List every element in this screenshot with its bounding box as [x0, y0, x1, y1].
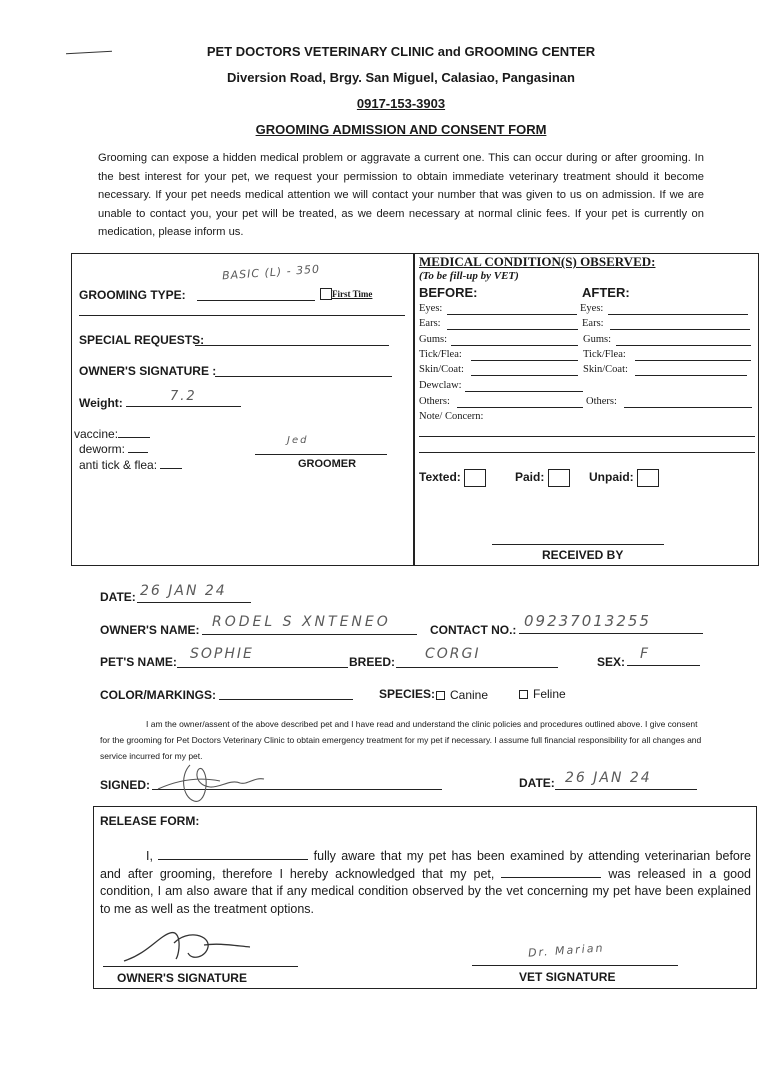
before-dewclaw-label: Dewclaw: [419, 380, 462, 391]
note-concern-label: Note/ Concern: [419, 411, 484, 422]
release-paragraph-text [100, 849, 751, 916]
grooming-type-label: GROOMING TYPE: [79, 288, 186, 302]
release-part2: fully aware that my pet has been examined by attending veterinarian before and after grooming, therefore I hereby acknowledged that my pet, [100, 849, 751, 881]
texted-field [419, 469, 486, 487]
after-eyes-line[interactable] [608, 314, 748, 315]
owner-signature-scribble [150, 757, 270, 807]
weight-line[interactable] [126, 406, 241, 407]
before-eyes-line[interactable] [447, 314, 577, 315]
after-others-label: Others: [586, 396, 617, 407]
before-gums-line[interactable] [451, 345, 578, 346]
contact-label: CONTACT NO.: [430, 623, 517, 637]
date-value: 26 JAN 24 [140, 583, 227, 599]
owner-name-line[interactable] [202, 634, 417, 635]
deworm-label [79, 442, 148, 456]
after-skincoat-line[interactable] [635, 375, 747, 376]
after-others-line[interactable] [624, 407, 752, 408]
weight-label: Weight: [79, 396, 123, 410]
date-label: DATE: [100, 590, 136, 604]
sex-label: SEX: [597, 655, 626, 669]
form-title: GROOMING ADMISSION AND CONSENT FORM [255, 122, 547, 137]
signed-label: SIGNED: [100, 778, 151, 792]
vaccine-label [74, 427, 150, 441]
release-part3: was released in a good condition, I am also aware that if any medical condition observed by the vet concerning my pet have been explained to me as well as the treatment options. [100, 866, 752, 916]
before-others-line[interactable] [457, 407, 583, 408]
before-dewclaw-line[interactable] [465, 391, 583, 392]
after-ears [582, 318, 604, 329]
paid-checkbox[interactable] [548, 469, 570, 487]
release-pet-blank[interactable] [501, 877, 601, 878]
before-tickflea [419, 349, 462, 360]
before-ears [419, 318, 441, 329]
after-gums [583, 334, 611, 345]
breed-value: CORGI [425, 646, 481, 662]
consent-date-line[interactable] [555, 789, 697, 790]
owner-signature-label: OWNER'S SIGNATURE : [79, 364, 217, 378]
sex-line[interactable] [627, 665, 700, 666]
consent-date-value: 26 JAN 24 [565, 770, 652, 786]
species-label: SPECIES: [379, 687, 436, 701]
before-skincoat [419, 364, 464, 375]
date-line[interactable] [137, 602, 251, 603]
breed-label: BREED: [349, 655, 396, 669]
after-eyes [580, 303, 603, 314]
clinic-address: Diversion Road, Brgy. San Miguel, Calasiao, Pangasinan [227, 70, 575, 85]
pet-name-value: SOPHIE [190, 646, 254, 662]
medical-subtitle: (To be fill-up by VET) [419, 270, 519, 282]
owner-signature-line[interactable] [215, 376, 392, 377]
release-owner-signature-label: OWNER'S SIGNATURE [117, 971, 247, 985]
vet-signature-line[interactable] [472, 965, 678, 966]
after-tickflea [583, 349, 626, 360]
sex-value: F [640, 646, 651, 662]
groomer-value: Jed [287, 435, 309, 446]
after-gums-line[interactable] [616, 345, 751, 346]
before-others-label: Others: [419, 396, 450, 407]
before-eyes [419, 303, 442, 314]
canine-checkbox[interactable] [436, 691, 445, 700]
unpaid-label: Unpaid: [589, 470, 634, 485]
before-skincoat-line[interactable] [471, 375, 578, 376]
after-tickflea-label: Tick/Flea: [583, 349, 626, 360]
medical-title: MEDICAL CONDITION(S) OBSERVED: [419, 254, 656, 269]
before-dewclaw [419, 380, 462, 391]
consent-date-label: DATE: [519, 776, 555, 790]
special-requests-label: SPECIAL REQUESTS: [79, 333, 205, 347]
feline-label: Feline [533, 687, 566, 701]
intro-paragraph: Grooming can expose a hidden medical problem or aggravate a current one. This can occur during or after grooming. In the best interest for your pet, we request your permission to obtain immediate veterinary treatment should it become necessary. If your pet needs medical attention we will contact your number that was given to us on admission. If we are unable to contact you, your pet will be treated, as we deem necessary at normal clinic fees. If your pet is currently on medication, please inform us. [98, 152, 704, 238]
deworm-label-text: deworm: [79, 442, 126, 456]
first-time-label: First Time [332, 289, 373, 299]
unpaid-checkbox[interactable] [637, 469, 659, 487]
groomer-line[interactable] [255, 454, 387, 455]
before-gums-label: Gums: [419, 334, 448, 345]
first-time-checkbox[interactable] [320, 288, 332, 300]
paid-field [515, 469, 570, 487]
before-eyes-label: Eyes: [419, 303, 443, 314]
clinic-phone: 0917-153-3903 [356, 96, 446, 111]
release-title: RELEASE FORM: [100, 814, 200, 828]
pet-name-label: PET'S NAME: [100, 655, 177, 669]
note-line-2[interactable] [419, 452, 755, 453]
before-gums [419, 334, 447, 345]
before-others [419, 396, 450, 407]
anti-tick-line[interactable] [160, 468, 182, 469]
canine-label: Canine [450, 688, 489, 702]
special-requests-line[interactable] [195, 345, 389, 346]
release-paragraph [100, 848, 751, 918]
after-tickflea-line[interactable] [635, 360, 751, 361]
release-part1: I, [146, 849, 153, 863]
before-ears-line[interactable] [447, 329, 578, 330]
clinic-name: PET DOCTORS VETERINARY CLINIC and GROOMING CENTER [206, 44, 596, 59]
after-skincoat-label: Skin/Coat: [583, 364, 628, 375]
release-name-blank[interactable] [158, 859, 308, 860]
weight-value: 7.2 [170, 389, 197, 404]
anti-tick-label [79, 458, 182, 472]
after-ears-label: Ears: [582, 318, 604, 329]
grooming-type-line [197, 300, 315, 301]
consent-text: I am the owner/assent of the above described pet and I have read and understand the clinic policies and procedures outlined above. I give consent for the grooming for Pet Doctors Veterinary Clinic to obtain emergency treatment for my pet if necessary. I assume full financial responsibility for all changes and service incurred for my pet. [100, 719, 702, 761]
after-label: AFTER: [582, 285, 630, 300]
received-by-line[interactable] [492, 544, 664, 545]
feline-option[interactable] [519, 687, 566, 701]
texted-checkbox[interactable] [464, 469, 486, 487]
vaccine-line[interactable] [118, 437, 150, 438]
grooming-type-value[interactable]: BASIC (L) - 350 [221, 262, 321, 283]
after-skincoat [583, 364, 628, 375]
before-label: BEFORE: [419, 285, 478, 300]
after-others [586, 396, 617, 407]
pet-name-line[interactable] [177, 667, 348, 668]
owner-name-value: RODEL S XNTENEO [212, 614, 391, 630]
grooming-type-line-2 [79, 315, 405, 316]
paid-label: Paid: [515, 470, 545, 485]
before-tickflea-label: Tick/Flea: [419, 349, 462, 360]
canine-option[interactable] [436, 688, 488, 702]
texted-label: Texted: [419, 470, 461, 485]
deworm-line[interactable] [128, 452, 148, 453]
groomer-label: GROOMER [298, 458, 357, 470]
received-by-label: RECEIVED BY [542, 548, 624, 562]
before-tickflea-line[interactable] [471, 360, 578, 361]
after-gums-label: Gums: [583, 334, 612, 345]
release-owner-signature-scribble [118, 923, 258, 971]
color-line[interactable] [219, 699, 353, 700]
vet-signature-value: Dr. Marian [527, 941, 605, 960]
after-eyes-label: Eyes: [580, 303, 604, 314]
feline-checkbox[interactable] [519, 690, 528, 699]
after-ears-line[interactable] [610, 329, 750, 330]
vet-signature-label: VET SIGNATURE [519, 970, 616, 984]
color-label: COLOR/MARKINGS: [100, 688, 216, 702]
before-ears-label: Ears: [419, 318, 441, 329]
release-owner-signature-line[interactable] [103, 966, 298, 967]
anti-tick-label-text: anti tick & flea: [79, 458, 158, 472]
vaccine-label-text: vaccine: [74, 427, 119, 441]
box-divider [413, 254, 415, 565]
note-line-1[interactable] [419, 436, 755, 437]
before-skincoat-label: Skin/Coat: [419, 364, 464, 375]
contact-line[interactable] [519, 633, 703, 634]
unpaid-field [589, 469, 659, 487]
contact-value: 09237013255 [524, 612, 651, 630]
breed-line[interactable] [396, 667, 558, 668]
owner-name-label: OWNER'S NAME: [100, 623, 200, 637]
